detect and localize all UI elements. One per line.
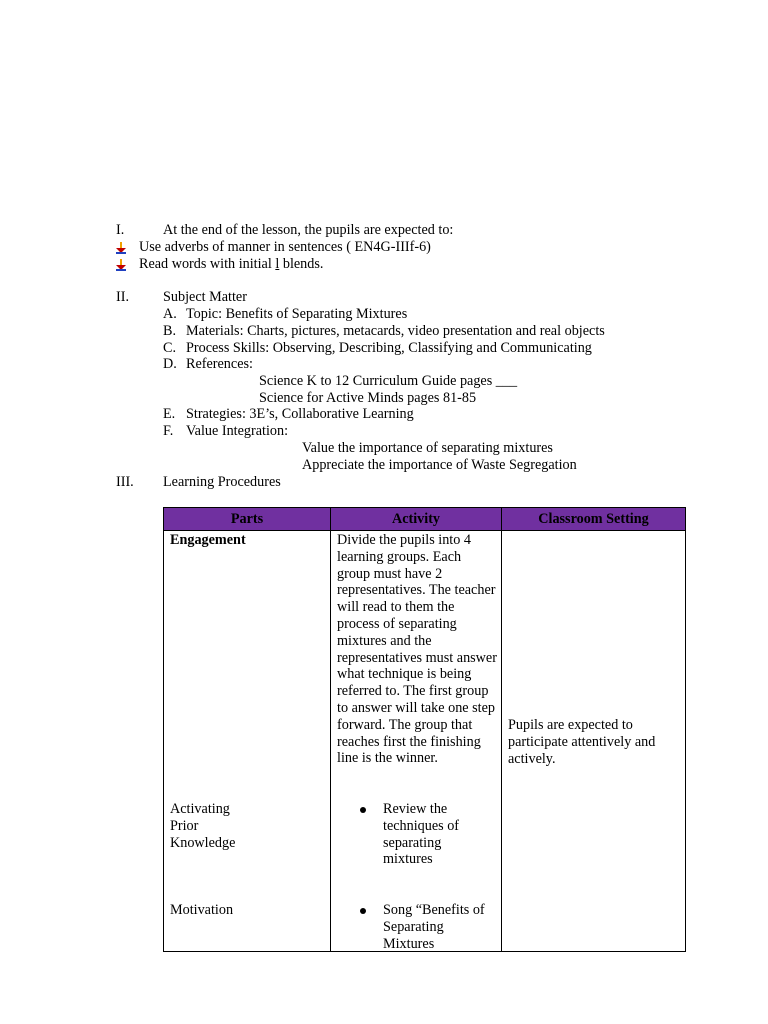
motivation-activity: Song “Benefits of Separating Mixtures	[383, 902, 485, 952]
value-line: Value the importance of separating mixtures	[302, 440, 553, 456]
list-letter: C.	[163, 340, 177, 356]
objective-item-2: Read words with initial l blends.	[139, 256, 324, 272]
list-letter: E.	[163, 406, 176, 422]
value-integration-item: Value Integration:	[186, 423, 289, 439]
apk-activity: Review the techniques of separating mixtures	[383, 801, 460, 868]
activity-cell	[331, 531, 502, 952]
section-numeral-ii: II.	[116, 289, 129, 305]
engagement-activity: Divide the pupils into 4 learning groups. Each group must have 2 representatives. The teacher will read to them the process of separating mixtures and the representatives must answer what technique is being referred to. The first group to answer will take one step forward. The group that reaches first the finishing line is the winner.	[337, 532, 497, 767]
objective-item-1: Use adverbs of manner in sentences ( EN4G-IIIf-6)	[139, 239, 431, 255]
value-line: Appreciate the importance of Waste Segregation	[302, 457, 577, 473]
materials-item: Materials: Charts, pictures, metacards, video presentation and real objects	[186, 323, 605, 339]
column-header: Classroom Setting	[502, 508, 686, 531]
topic-item: Topic: Benefits of Separating Mixtures	[186, 306, 408, 322]
classroom-setting-text: Pupils are expected to participate attentively and actively.	[508, 717, 656, 767]
reference-line: Science K to 12 Curriculum Guide pages ___	[259, 373, 518, 389]
arrow-bullet-icon	[116, 242, 126, 254]
list-letter: B.	[163, 323, 177, 339]
strategies-item: Strategies: 3E’s, Collaborative Learning	[186, 406, 414, 422]
references-item: References:	[186, 356, 253, 372]
part-engagement: Engagement	[170, 532, 246, 548]
column-header: Activity	[331, 508, 502, 531]
bullet-dot-icon	[360, 807, 366, 813]
table-header-row	[164, 508, 686, 531]
learning-procedures-table	[163, 507, 686, 952]
bullet-dot-icon	[360, 908, 366, 914]
arrow-bullet-icon	[116, 259, 126, 271]
part-motivation: Motivation	[170, 902, 234, 918]
procedures-heading: Learning Procedures	[163, 474, 281, 490]
part-activating-prior-knowledge: Activating Prior Knowledge	[170, 801, 236, 851]
section-numeral-i: I.	[116, 222, 125, 238]
subject-matter-heading: Subject Matter	[163, 289, 247, 305]
objectives-intro: At the end of the lesson, the pupils are expected to:	[163, 222, 454, 238]
reference-line: Science for Active Minds pages 81-85	[259, 390, 477, 406]
list-letter: D.	[163, 356, 177, 372]
table-row	[164, 531, 686, 952]
list-letter: A.	[163, 306, 177, 322]
setting-cell	[502, 531, 686, 952]
parts-cell	[164, 531, 331, 952]
list-letter: F.	[163, 423, 174, 439]
column-header: Parts	[164, 508, 331, 531]
process-skills-item: Process Skills: Observing, Describing, Classifying and Communicating	[186, 340, 592, 356]
section-numeral-iii: III.	[116, 474, 134, 490]
